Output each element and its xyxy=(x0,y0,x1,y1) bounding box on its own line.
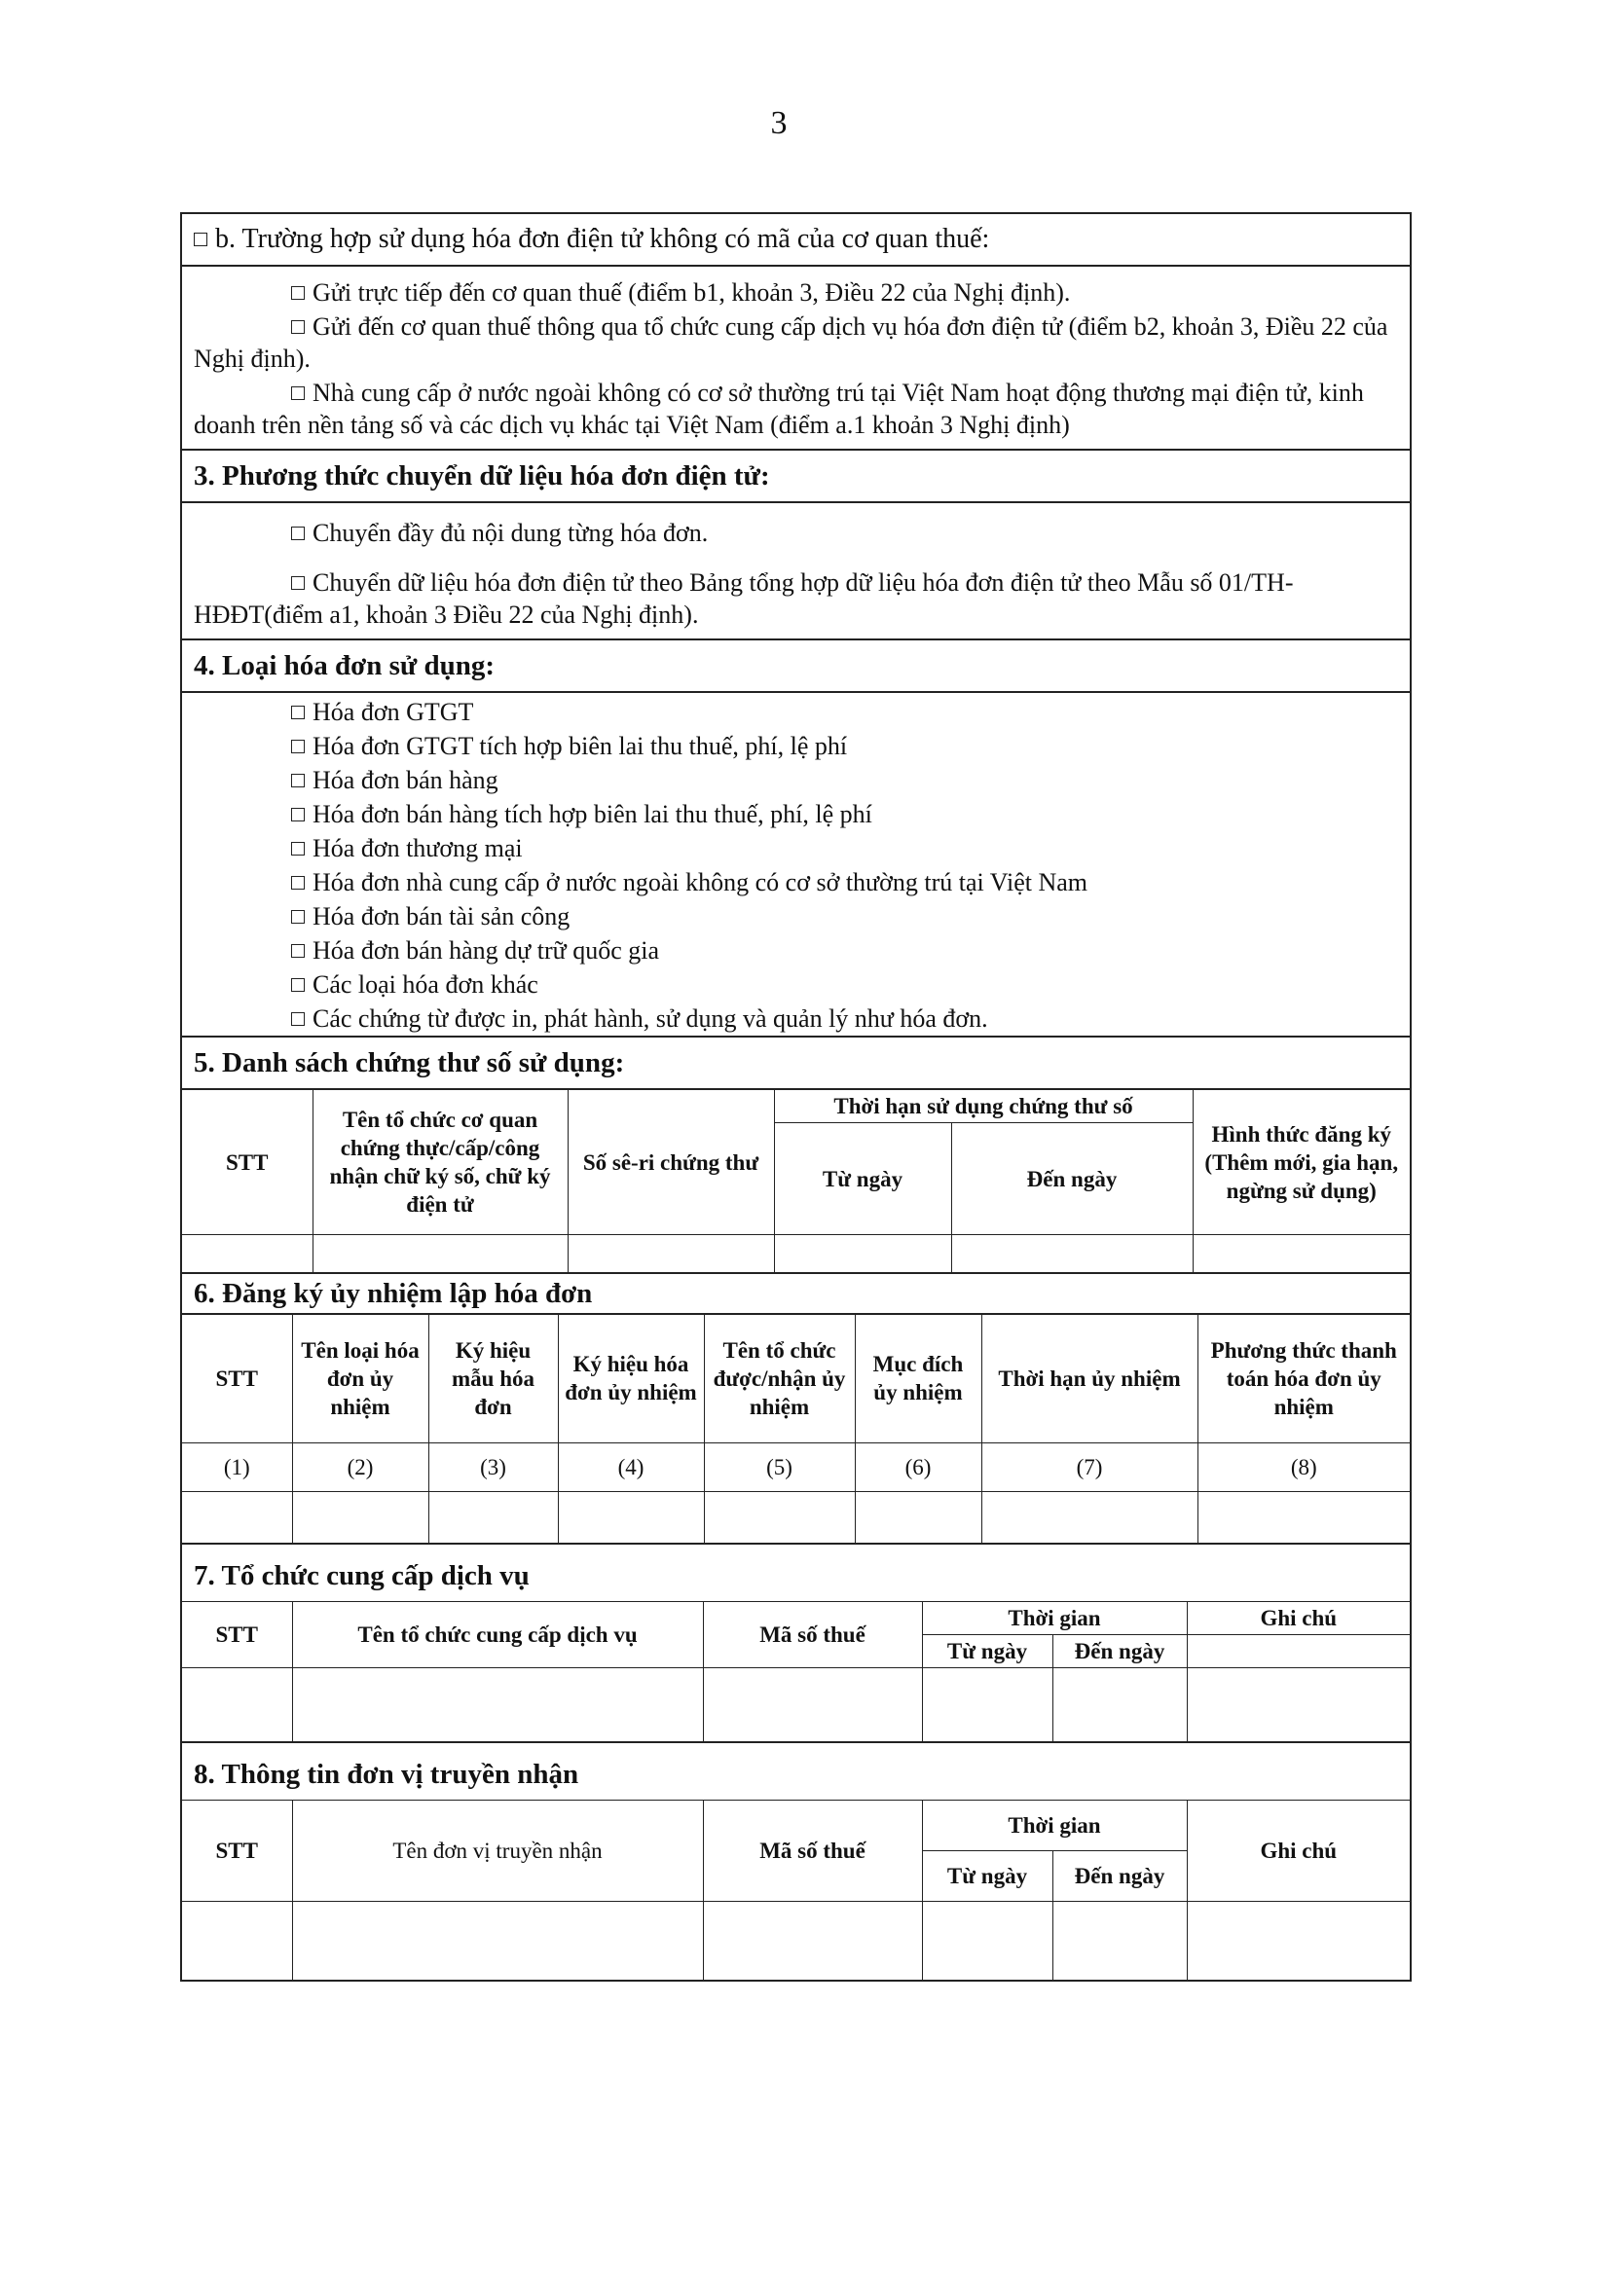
header-note: Ghi chú xyxy=(1187,1601,1410,1634)
header-from-date: Từ ngày xyxy=(922,1851,1052,1902)
table-cell[interactable] xyxy=(855,1492,981,1543)
table-cell[interactable] xyxy=(558,1492,704,1543)
checkbox[interactable] xyxy=(291,706,305,719)
checkbox[interactable] xyxy=(291,808,305,821)
table-cell[interactable] xyxy=(774,1235,951,1272)
table-cell[interactable] xyxy=(182,1492,292,1543)
list-item: Hóa đơn GTGT tích hợp biên lai thu thuế, phí, lệ phí xyxy=(291,729,1398,763)
header-note: Ghi chú xyxy=(1187,1801,1410,1902)
header-serial: Số sê-ri chứng thư xyxy=(568,1090,774,1235)
checkbox[interactable] xyxy=(291,978,305,992)
table-cell[interactable] xyxy=(703,1902,922,1980)
column-number: (6) xyxy=(855,1443,981,1492)
header-unit-name: Tên đơn vị truyền nhận xyxy=(292,1801,703,1902)
header-stt: STT xyxy=(182,1601,292,1667)
column-number: (4) xyxy=(558,1443,704,1492)
table-cell[interactable] xyxy=(1187,1667,1410,1741)
certificate-table xyxy=(182,1090,1410,1274)
list-item: Các chứng từ được in, phát hành, sử dụng và quản lý như hóa đơn. xyxy=(291,1002,1398,1036)
header-duration: Thời hạn ủy nhiệm xyxy=(981,1315,1197,1443)
table-cell[interactable] xyxy=(1052,1667,1187,1741)
section-6-title: 6. Đăng ký ủy nhiệm lập hóa đơn xyxy=(182,1274,1410,1315)
option-row: Chuyển đầy đủ nội dung từng hóa đơn. xyxy=(194,517,1398,549)
header-validity: Thời hạn sử dụng chứng thư số xyxy=(774,1090,1193,1123)
option-row: Nhà cung cấp ở nước ngoài không có cơ sở thường trú tại Việt Nam hoạt động thương mại điện tử, kinh doanh trên nền tảng số và các dịch vụ khác tại Việt Nam (điểm a.1 khoản 3 Nghị định) xyxy=(194,379,1364,439)
header-reg-form: Hình thức đăng ký (Thêm mới, gia hạn, ngừng sử dụng) xyxy=(1193,1090,1410,1235)
column-number: (1) xyxy=(182,1443,292,1492)
section-4-options xyxy=(182,693,1410,1038)
table-cell[interactable] xyxy=(428,1492,558,1543)
checkbox[interactable] xyxy=(291,286,305,300)
checkbox[interactable] xyxy=(291,876,305,890)
section-7-title: 7. Tổ chức cung cấp dịch vụ xyxy=(194,1559,530,1591)
header-authorized-org: Tên tổ chức được/nhận ủy nhiệm xyxy=(704,1315,855,1443)
header-time: Thời gian xyxy=(922,1801,1187,1851)
declaration-form xyxy=(180,212,1412,1982)
header-stt: STT xyxy=(182,1801,292,1902)
column-number: (3) xyxy=(428,1443,558,1492)
service-provider-table xyxy=(182,1601,1410,1744)
page-number: 3 xyxy=(770,105,788,141)
section-b-title: b. Trường hợp sử dụng hóa đơn điện tử không có mã của cơ quan thuế: xyxy=(182,214,1410,267)
table-cell[interactable] xyxy=(704,1492,855,1543)
table-cell[interactable] xyxy=(1193,1235,1410,1272)
section-b-options xyxy=(182,267,1410,451)
header-cert-org: Tên tổ chức cơ quan chứng thực/cấp/công nhận chữ ký số, chữ ký điện tử xyxy=(313,1090,568,1235)
column-number: (8) xyxy=(1197,1443,1410,1492)
checkbox[interactable] xyxy=(291,842,305,856)
table-cell[interactable] xyxy=(182,1667,292,1741)
section-4-title: 4. Loại hóa đơn sử dụng: xyxy=(182,640,1410,693)
list-item: Hóa đơn thương mại xyxy=(291,831,1398,865)
checkbox[interactable] xyxy=(291,527,305,540)
checkbox[interactable] xyxy=(194,233,207,246)
checkbox[interactable] xyxy=(291,320,305,334)
section-8-title: 8. Thông tin đơn vị truyền nhận xyxy=(194,1759,579,1790)
transmission-unit-table xyxy=(182,1800,1410,1982)
table-cell[interactable] xyxy=(922,1667,1052,1741)
section-5-title: 5. Danh sách chứng thư số sử dụng: xyxy=(182,1038,1410,1090)
checkbox[interactable] xyxy=(291,910,305,924)
table-cell[interactable] xyxy=(182,1902,292,1980)
header-tax-code: Mã số thuế xyxy=(703,1801,922,1902)
column-number: (5) xyxy=(704,1443,855,1492)
option-row: Gửi trực tiếp đến cơ quan thuế (điểm b1, khoản 3, Điều 22 của Nghị định). xyxy=(194,276,1398,309)
table-cell[interactable] xyxy=(313,1235,568,1272)
header-from-date: Từ ngày xyxy=(922,1634,1052,1667)
table-cell[interactable] xyxy=(568,1235,774,1272)
header-to-date: Đến ngày xyxy=(951,1123,1193,1235)
checkbox[interactable] xyxy=(291,774,305,787)
list-item: Các loại hóa đơn khác xyxy=(291,967,1398,1002)
table-cell[interactable] xyxy=(292,1902,703,1980)
header-stt: STT xyxy=(182,1090,313,1235)
header-invoice-type: Tên loại hóa đơn ủy nhiệm xyxy=(292,1315,428,1443)
authorization-table xyxy=(182,1315,1410,1545)
table-cell[interactable] xyxy=(182,1235,313,1272)
header-tax-code: Mã số thuế xyxy=(703,1601,922,1667)
section-3-title: 3. Phương thức chuyển dữ liệu hóa đơn điện tử: xyxy=(182,451,1410,503)
header-to-date: Đến ngày xyxy=(1052,1851,1187,1902)
list-item: Hóa đơn GTGT xyxy=(291,695,1398,729)
checkbox[interactable] xyxy=(291,576,305,590)
table-cell[interactable] xyxy=(292,1667,703,1741)
table-cell[interactable] xyxy=(703,1667,922,1741)
checkbox[interactable] xyxy=(291,386,305,400)
header-template-symbol: Ký hiệu mẫu hóa đơn xyxy=(428,1315,558,1443)
table-cell[interactable] xyxy=(1052,1902,1187,1980)
table-cell[interactable] xyxy=(1187,1902,1410,1980)
header-note-blank xyxy=(1187,1634,1410,1667)
table-cell[interactable] xyxy=(922,1902,1052,1980)
column-number: (7) xyxy=(981,1443,1197,1492)
list-item: Hóa đơn bán hàng dự trữ quốc gia xyxy=(291,933,1398,967)
section-3-options xyxy=(182,503,1410,640)
header-provider-name: Tên tổ chức cung cấp dịch vụ xyxy=(292,1601,703,1667)
option-row: Gửi đến cơ quan thuế thông qua tổ chức cung cấp dịch vụ hóa đơn điện tử (điểm b2, khoản 3, Điều 22 của Nghị định). xyxy=(194,312,1388,373)
table-cell[interactable] xyxy=(1197,1492,1410,1543)
checkbox[interactable] xyxy=(291,1012,305,1026)
column-number: (2) xyxy=(292,1443,428,1492)
header-from-date: Từ ngày xyxy=(774,1123,951,1235)
list-item: Hóa đơn bán hàng tích hợp biên lai thu thuế, phí, lệ phí xyxy=(291,797,1398,831)
header-payment-method: Phương thức thanh toán hóa đơn ủy nhiệm xyxy=(1197,1315,1410,1443)
list-item: Hóa đơn bán hàng xyxy=(291,763,1398,797)
list-item: Hóa đơn nhà cung cấp ở nước ngoài không có cơ sở thường trú tại Việt Nam xyxy=(291,865,1398,899)
list-item: Hóa đơn bán tài sản công xyxy=(291,899,1398,933)
header-purpose: Mục đích ủy nhiệm xyxy=(855,1315,981,1443)
checkbox[interactable] xyxy=(291,740,305,753)
header-stt: STT xyxy=(182,1315,292,1443)
invoice-type-list xyxy=(194,695,1398,1036)
header-invoice-symbol: Ký hiệu hóa đơn ủy nhiệm xyxy=(558,1315,704,1443)
option-row: Chuyển dữ liệu hóa đơn điện tử theo Bảng tổng hợp dữ liệu hóa đơn điện tử theo Mẫu số 01/TH-HĐĐT(điểm a1, khoản 3 Điều 22 của Nghị định). xyxy=(194,568,1294,629)
table-cell[interactable] xyxy=(951,1235,1193,1272)
header-time: Thời gian xyxy=(922,1601,1187,1634)
table-cell[interactable] xyxy=(292,1492,428,1543)
checkbox[interactable] xyxy=(291,944,305,958)
table-cell[interactable] xyxy=(981,1492,1197,1543)
header-to-date: Đến ngày xyxy=(1052,1634,1187,1667)
